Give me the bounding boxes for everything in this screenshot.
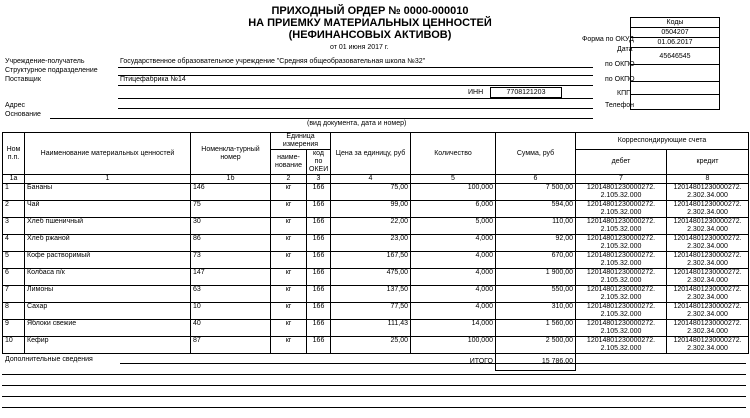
row-credit xyxy=(667,252,749,269)
codes-table xyxy=(630,17,720,110)
row-sum: 310,00 xyxy=(496,303,576,320)
th-num: Ном п.п. xyxy=(3,133,25,175)
row-sum: 550,00 xyxy=(496,286,576,303)
row-sum: 92,00 xyxy=(496,235,576,252)
total-value: 15 786,00 xyxy=(496,354,576,371)
row-unit: кг xyxy=(271,252,307,269)
kpp-label: КПП xyxy=(617,90,632,97)
row-qty: 100,000 xyxy=(411,337,496,354)
row-nomen: 30 xyxy=(191,218,271,235)
row-credit-line1: 12014801230000272. xyxy=(673,286,742,293)
table-row xyxy=(3,184,749,201)
table-row xyxy=(3,269,749,286)
date-value: 01.06.2017 xyxy=(631,38,720,48)
recipient-line xyxy=(118,67,593,68)
inn-label: ИНН xyxy=(468,89,484,96)
row-num: 4 xyxy=(3,235,25,252)
row-credit-line2: 2.302.34.000 xyxy=(687,294,728,301)
row-qty: 4,000 xyxy=(411,303,496,320)
row-nomen: 73 xyxy=(191,252,271,269)
recipient-label: Учреждение-получатель xyxy=(5,58,85,65)
row-credit-line1: 12014801230000272. xyxy=(673,337,742,344)
row-okei: 166 xyxy=(307,303,331,320)
row-sum: 670,00 xyxy=(496,252,576,269)
row-debit-line2: 2.105.32.000 xyxy=(600,311,642,318)
additional-label: Дополнительные сведения xyxy=(5,356,93,363)
inn-line xyxy=(118,98,593,99)
row-name: Колбаса п/к xyxy=(25,269,191,286)
row-unit: кг xyxy=(271,218,307,235)
row-credit xyxy=(667,286,749,303)
row-sum: 1 560,00 xyxy=(496,320,576,337)
basis-hint: (вид документа, дата и номер) xyxy=(307,120,407,127)
supplier-line xyxy=(118,85,593,86)
row-unit: кг xyxy=(271,235,307,252)
row-qty: 100,000 xyxy=(411,184,496,201)
row-price: 167,50 xyxy=(331,252,411,269)
row-num: 9 xyxy=(3,320,25,337)
row-nomen: 147 xyxy=(191,269,271,286)
document-subtitle-2: (НЕФИНАНСОВЫХ АКТИВОВ) xyxy=(288,29,452,41)
row-debit-line1: 12014801230000272. xyxy=(586,235,656,242)
row-num: 6 xyxy=(3,269,25,286)
row-credit-line2: 2.302.34.000 xyxy=(687,243,728,250)
th-unit: Единица измерения xyxy=(271,133,331,150)
table-row xyxy=(3,235,749,252)
additional-line xyxy=(2,396,746,397)
row-debit xyxy=(576,218,667,235)
row-credit xyxy=(667,269,749,286)
okud-value: 0504207 xyxy=(631,28,720,38)
row-qty: 4,000 xyxy=(411,286,496,303)
row-name: Хлеб пшеничный xyxy=(25,218,191,235)
th-unit-code: код по ОКЕИ xyxy=(307,150,331,175)
table-row xyxy=(3,218,749,235)
row-debit-line1: 12014801230000272. xyxy=(586,218,656,225)
row-unit: кг xyxy=(271,320,307,337)
row-num: 5 xyxy=(3,252,25,269)
row-debit xyxy=(576,201,667,218)
row-credit xyxy=(667,184,749,201)
row-credit-line1: 12014801230000272. xyxy=(673,252,742,259)
th-debit: дебет xyxy=(576,150,667,175)
th-name: Наименование материальных ценностей xyxy=(25,133,191,175)
row-okei: 166 xyxy=(307,252,331,269)
row-qty: 4,000 xyxy=(411,269,496,286)
th-sum: Сумма, руб xyxy=(496,133,576,175)
okud-label: Форма по ОКУД xyxy=(582,36,634,43)
row-price: 77,50 xyxy=(331,303,411,320)
table-row xyxy=(3,252,749,269)
row-nomen: 63 xyxy=(191,286,271,303)
okpo-value: 45646545 xyxy=(631,48,720,65)
row-sum: 594,00 xyxy=(496,201,576,218)
row-unit: кг xyxy=(271,184,307,201)
row-credit-line2: 2.302.34.000 xyxy=(687,311,728,318)
supplier-label: Поставщик xyxy=(5,76,41,83)
additional-line xyxy=(2,374,746,375)
row-nomen: 146 xyxy=(191,184,271,201)
row-debit-line1: 12014801230000272. xyxy=(586,201,656,208)
row-debit-line1: 12014801230000272. xyxy=(586,184,656,191)
unit-label: Структурное подразделение xyxy=(5,67,98,74)
column-numbers-row xyxy=(3,175,749,184)
row-debit-line2: 2.105.32.000 xyxy=(600,294,642,301)
row-credit-line2: 2.302.34.000 xyxy=(687,192,728,199)
row-credit xyxy=(667,337,749,354)
row-debit-line1: 12014801230000272. xyxy=(586,286,656,293)
colnum: 4 xyxy=(331,175,411,184)
row-debit-line2: 2.105.32.000 xyxy=(600,243,642,250)
row-debit-line1: 12014801230000272. xyxy=(586,337,656,344)
row-debit-line2: 2.105.32.000 xyxy=(600,277,642,284)
row-debit-line1: 12014801230000272. xyxy=(586,252,656,259)
row-price: 75,00 xyxy=(331,184,411,201)
colnum: 1 xyxy=(25,175,191,184)
phone-label: Телефон xyxy=(605,102,635,109)
colnum: 1б xyxy=(191,175,271,184)
row-credit-line1: 12014801230000272. xyxy=(673,201,742,208)
row-credit xyxy=(667,320,749,337)
row-debit xyxy=(576,286,667,303)
row-okei: 166 xyxy=(307,201,331,218)
row-debit-line1: 12014801230000272. xyxy=(586,320,656,327)
row-price: 137,50 xyxy=(331,286,411,303)
document-date: от 01 июня 2017 г. xyxy=(330,44,389,51)
row-credit-line2: 2.302.34.000 xyxy=(687,345,728,352)
colnum: 5 xyxy=(411,175,496,184)
total-label: ИТОГО xyxy=(469,358,493,366)
okpo-label: по ОКПО xyxy=(605,61,635,68)
row-debit xyxy=(576,303,667,320)
row-nomen: 40 xyxy=(191,320,271,337)
unit-line xyxy=(118,75,593,76)
row-credit-line1: 12014801230000272. xyxy=(673,218,742,225)
row-debit xyxy=(576,235,667,252)
additional-line xyxy=(120,363,746,364)
row-num: 1 xyxy=(3,184,25,201)
colnum: 2 xyxy=(271,175,307,184)
row-debit xyxy=(576,320,667,337)
address-line xyxy=(118,108,593,109)
row-qty: 14,000 xyxy=(411,320,496,337)
row-price: 111,43 xyxy=(331,320,411,337)
row-debit-line1: 12014801230000272. xyxy=(586,303,656,310)
okpo2-label: по ОКПО xyxy=(605,76,635,83)
row-unit: кг xyxy=(271,201,307,218)
row-num: 2 xyxy=(3,201,25,218)
date-label: Дата xyxy=(617,46,633,53)
row-name: Хлеб ржаной xyxy=(25,235,191,252)
row-qty: 4,000 xyxy=(411,235,496,252)
row-credit xyxy=(667,218,749,235)
colnum: 6 xyxy=(496,175,576,184)
th-accounts: Корреспондирующие счета xyxy=(576,133,749,150)
row-sum: 110,00 xyxy=(496,218,576,235)
table-row xyxy=(3,303,749,320)
row-okei: 166 xyxy=(307,235,331,252)
colnum: 1а xyxy=(3,175,25,184)
th-unit-name: наиме-нование xyxy=(271,150,307,175)
row-credit xyxy=(667,303,749,320)
additional-line xyxy=(2,407,746,408)
row-credit-line1: 12014801230000272. xyxy=(673,303,742,310)
row-qty: 6,000 xyxy=(411,201,496,218)
colnum: 8 xyxy=(667,175,749,184)
document-subtitle: НА ПРИЕМКУ МАТЕРИАЛЬНЫХ ЦЕННОСТЕЙ xyxy=(248,17,492,29)
row-debit-line2: 2.105.32.000 xyxy=(600,260,642,267)
row-okei: 166 xyxy=(307,320,331,337)
kpp-value xyxy=(631,82,720,95)
row-debit xyxy=(576,337,667,354)
supplier-value: Птицефабрика №14 xyxy=(120,76,186,83)
row-credit-line2: 2.302.34.000 xyxy=(687,277,728,284)
items-table xyxy=(2,132,749,371)
inn-value: 7708121203 xyxy=(506,89,546,96)
row-okei: 166 xyxy=(307,269,331,286)
row-name: Кофе растворимый xyxy=(25,252,191,269)
row-num: 10 xyxy=(3,337,25,354)
colnum: 3 xyxy=(307,175,331,184)
row-price: 99,00 xyxy=(331,201,411,218)
row-unit: кг xyxy=(271,269,307,286)
row-name: Сахар xyxy=(25,303,191,320)
row-nomen: 87 xyxy=(191,337,271,354)
row-qty: 5,000 xyxy=(411,218,496,235)
row-debit-line2: 2.105.32.000 xyxy=(600,328,642,335)
row-credit-line2: 2.302.34.000 xyxy=(687,260,728,267)
row-name: Бананы xyxy=(25,184,191,201)
row-unit: кг xyxy=(271,337,307,354)
row-okei: 166 xyxy=(307,286,331,303)
row-debit xyxy=(576,184,667,201)
row-sum: 2 500,00 xyxy=(496,337,576,354)
row-sum: 7 500,00 xyxy=(496,184,576,201)
basis-label: Основание xyxy=(5,111,41,118)
table-row xyxy=(3,337,749,354)
row-price: 475,00 xyxy=(331,269,411,286)
row-name: Чай xyxy=(25,201,191,218)
row-debit-line2: 2.105.32.000 xyxy=(600,345,642,352)
okpo2-value xyxy=(631,65,720,82)
row-credit-line2: 2.302.34.000 xyxy=(687,209,728,216)
row-okei: 166 xyxy=(307,184,331,201)
row-debit-line1: 12014801230000272. xyxy=(586,269,656,276)
row-name: Яблоки свежие xyxy=(25,320,191,337)
row-credit-line1: 12014801230000272. xyxy=(673,269,742,276)
row-okei: 166 xyxy=(307,337,331,354)
row-debit-line2: 2.105.32.000 xyxy=(600,226,642,233)
row-nomen: 86 xyxy=(191,235,271,252)
row-credit xyxy=(667,201,749,218)
row-num: 3 xyxy=(3,218,25,235)
phone-value xyxy=(631,95,720,110)
codes-title: Коды xyxy=(631,18,720,28)
row-credit-line2: 2.302.34.000 xyxy=(687,226,728,233)
row-nomen: 10 xyxy=(191,303,271,320)
row-unit: кг xyxy=(271,303,307,320)
row-debit-line2: 2.105.32.000 xyxy=(600,209,642,216)
row-debit xyxy=(576,252,667,269)
row-price: 25,00 xyxy=(331,337,411,354)
row-nomen: 75 xyxy=(191,201,271,218)
table-row xyxy=(3,201,749,218)
additional-line xyxy=(2,385,746,386)
row-num: 8 xyxy=(3,303,25,320)
row-credit xyxy=(667,235,749,252)
colnum: 7 xyxy=(576,175,667,184)
row-price: 22,00 xyxy=(331,218,411,235)
row-debit xyxy=(576,269,667,286)
row-credit-line2: 2.302.34.000 xyxy=(687,328,728,335)
row-unit: кг xyxy=(271,286,307,303)
address-label: Адрес xyxy=(5,102,26,109)
th-qty: Количество xyxy=(411,133,496,175)
table-row xyxy=(3,320,749,337)
document-title: ПРИХОДНЫЙ ОРДЕР № 0000-000010 xyxy=(271,5,469,17)
row-okei: 166 xyxy=(307,218,331,235)
row-credit-line1: 12014801230000272. xyxy=(673,320,742,327)
row-credit-line1: 12014801230000272. xyxy=(673,235,742,242)
row-num: 7 xyxy=(3,286,25,303)
row-sum: 1 900,00 xyxy=(496,269,576,286)
th-credit: кредит xyxy=(667,150,749,175)
table-row xyxy=(3,286,749,303)
row-price: 23,00 xyxy=(331,235,411,252)
row-credit-line1: 12014801230000272. xyxy=(673,184,742,191)
row-name: Лимоны xyxy=(25,286,191,303)
row-qty: 4,000 xyxy=(411,252,496,269)
row-debit-line2: 2.105.32.000 xyxy=(600,192,642,199)
th-nomen: Номенкла-турный номер xyxy=(191,133,271,175)
row-name: Кефир xyxy=(25,337,191,354)
recipient-value: Государственное образовательное учреждение "Средняя общеобразовательная школа №32" xyxy=(120,58,426,65)
basis-line xyxy=(50,118,593,119)
th-price: Цена за единицу, руб xyxy=(331,133,411,175)
